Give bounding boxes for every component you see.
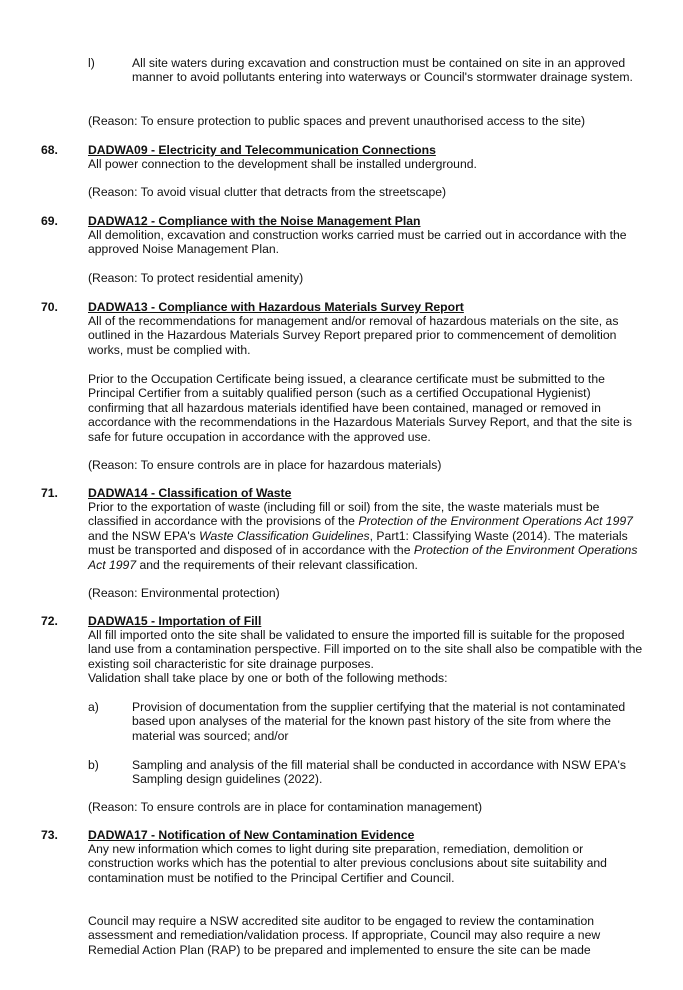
condition-number: 71. <box>41 486 58 500</box>
act-title: Protection of the Environment Operations Act 1997 <box>358 514 633 529</box>
reason-text: (Reason: To ensure controls are in place for hazardous materials) <box>88 458 442 472</box>
condition-body-2: Council may require a NSW accredited site auditor to be engaged to review the contamination assessment and remediation/validation process. If appropriate, Council may also require a new Remedial Action Plan (RAP) to be prepared and implemented to ensure the site can be made <box>88 914 601 957</box>
guidelines-title: Waste Classification Guidelines <box>199 528 370 543</box>
list-item-text: Sampling and analysis of the fill material shall be conducted in accordance with NSW EPA's Sampling design guidelines (2022). <box>132 758 626 787</box>
condition-title: DADWA14 - Classification of Waste <box>88 486 292 500</box>
condition-body-2: Prior to the Occupation Certificate being issued, a clearance certificate must be submitted to the Principal Certifier from a suitably qualified person (such as a certified Occupational Hygienist) confirming that all hazardous materials identified have been contained, managed or removed in accordance with the recommendations in the Hazardous Materials Survey Report, and that the site is safe for future occupation in accordance with the approved use. <box>88 372 632 444</box>
condition-title: DADWA12 - Compliance with the Noise Management Plan <box>88 214 421 228</box>
reason-text: (Reason: To ensure protection to public spaces and prevent unauthorised access to the site) <box>88 114 586 128</box>
list-item-text: All site waters during excavation and construction must be contained on site in an approved manner to avoid pollutants entering into waterways or Council's stormwater drainage system. <box>132 56 633 85</box>
condition-number: 69. <box>41 214 58 228</box>
condition-title: DADWA15 - Importation of Fill <box>88 614 262 628</box>
condition-body: Any new information which comes to light during site preparation, remediation, demolition or construction works which has the potential to alter previous conclusions about site suitability and contamination must be notified to the Principal Certifier and Council. <box>88 842 607 885</box>
list-item-label: a) <box>88 700 99 714</box>
reason-text: (Reason: To ensure controls are in place for contamination management) <box>88 800 483 814</box>
condition-body: All demolition, excavation and construction works carried must be carried out in accordance with the approved Noise Management Plan. <box>88 228 627 257</box>
condition-number: 72. <box>41 614 58 628</box>
condition-number: 68. <box>41 143 58 157</box>
condition-body: All fill imported onto the site shall be validated to ensure the imported fill is suitable for the proposed land use from a contamination perspective. Fill imported on to the site shall also be compatible with the existing soil characteristic for site drainage purposes. <box>88 628 643 671</box>
condition-body: All of the recommendations for management and/or removal of hazardous materials on the site, as outlined in the Hazardous Materials Survey Report prepared prior to commencement of demolition works, must be complied with. <box>88 314 619 357</box>
condition-body: All power connection to the development shall be installed underground. <box>88 157 477 171</box>
reason-text: (Reason: To avoid visual clutter that detracts from the streetscape) <box>88 185 447 199</box>
list-item-label: b) <box>88 758 99 772</box>
condition-title: DADWA13 - Compliance with Hazardous Materials Survey Report <box>88 300 464 314</box>
act-title: Protection of the Environment Operations Act 1997 <box>88 543 638 572</box>
reason-text: (Reason: To protect residential amenity) <box>88 271 304 285</box>
list-item-text: Provision of documentation from the supplier certifying that the material is not contaminated based upon analyses of the material for the known past history of the site from where the material was sourced; and/or <box>132 700 626 743</box>
list-item-label: l) <box>88 56 95 70</box>
condition-body-2: Validation shall take place by one or both of the following methods: <box>88 671 448 685</box>
reason-text: (Reason: Environmental protection) <box>88 586 280 600</box>
condition-title: DADWA17 - Notification of New Contamination Evidence <box>88 828 415 842</box>
condition-body: Prior to the exportation of waste (including fill or soil) from the site, the waste materials must be classified in accordance with the provisions of the Protection of the Environment Operations Act 1997 and the NSW EPA's Waste Classification Guidelines, Part1: Classifying Waste (2014). The materials must be transported and disposed of in accordance with the Protection of the Environment Operations Act 1997 and the requirements of their relevant classification. <box>88 500 638 572</box>
condition-number: 73. <box>41 828 58 842</box>
condition-number: 70. <box>41 300 58 314</box>
condition-title: DADWA09 - Electricity and Telecommunication Connections <box>88 143 436 157</box>
